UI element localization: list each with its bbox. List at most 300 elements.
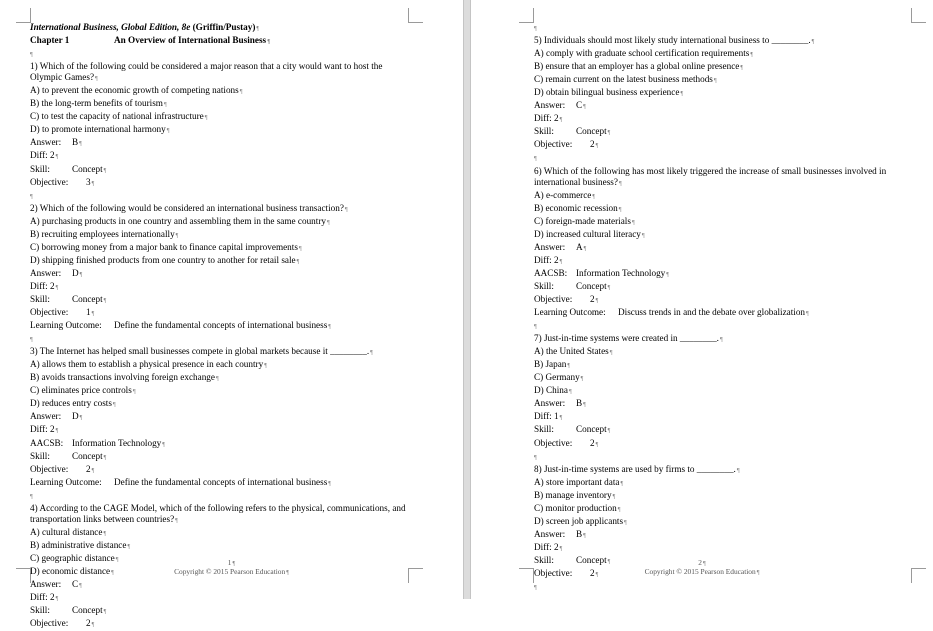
paragraph-mark-icon: ¶	[91, 622, 95, 629]
paragraph-mark-icon: ¶	[55, 596, 59, 603]
paragraph-mark-icon: ¶	[204, 115, 208, 122]
meta-label: Skill:	[534, 554, 554, 565]
meta-label: Skill:	[534, 126, 554, 137]
answer-option	[534, 74, 919, 87]
meta-value: B	[576, 398, 583, 409]
question-meta-row	[534, 113, 919, 126]
answer-option-text: A) e-commerce	[534, 189, 592, 200]
blank-paragraph	[534, 451, 919, 464]
paragraph-mark-icon: ¶	[750, 52, 754, 59]
meta-label: Answer:	[30, 579, 62, 590]
meta-label: Diff: 2	[30, 424, 55, 435]
paragraph-mark-icon: ¶	[79, 141, 82, 148]
paragraph-mark-icon: ¶	[756, 570, 760, 576]
meta-value: 1	[86, 307, 91, 318]
question-meta-row	[30, 320, 415, 333]
meta-label: Objective:	[534, 437, 573, 448]
copyright-text: Copyright © 2015 Pearson Education	[174, 567, 286, 576]
paragraph-mark-icon: ¶	[534, 585, 537, 592]
meta-value: Concept	[576, 554, 607, 565]
paragraph-mark-icon: ¶	[595, 297, 599, 304]
paragraph-mark-icon: ¶	[713, 78, 717, 85]
page-footer	[471, 567, 933, 576]
paragraph-mark-icon: ¶	[344, 206, 348, 213]
answer-option	[534, 516, 919, 529]
paragraph-mark-icon: ¶	[559, 415, 563, 422]
meta-value: Discuss trends in and the debate over globalization	[618, 307, 806, 318]
paragraph-mark-icon: ¶	[583, 402, 586, 409]
question-meta-row	[534, 411, 919, 424]
answer-option	[30, 111, 415, 124]
question-meta-row	[30, 464, 415, 477]
paragraph-mark-icon: ¶	[30, 337, 33, 344]
question-text: 8) Just-in-time systems are used by firms to ________.	[534, 463, 736, 474]
paragraph-mark-icon: ¶	[30, 493, 33, 500]
question-meta-row	[30, 294, 415, 307]
paragraph-mark-icon: ¶	[239, 89, 243, 96]
page-number	[0, 558, 463, 567]
meta-value: D	[72, 267, 79, 278]
book-title: International Business, Global Edition, 8e	[30, 22, 191, 32]
paragraph-mark-icon: ¶	[618, 206, 622, 213]
answer-option	[30, 359, 415, 372]
paragraph-mark-icon: ¶	[583, 532, 586, 539]
meta-value: A	[576, 241, 583, 252]
paragraph-mark-icon: ¶	[91, 180, 95, 187]
question-meta-row	[534, 139, 919, 152]
answer-option	[30, 398, 415, 411]
chapter-label: Chapter 1	[30, 35, 70, 46]
paragraph-mark-icon: ¶	[624, 519, 627, 526]
blank-paragraph	[534, 581, 919, 594]
meta-label: Skill:	[30, 293, 50, 304]
paragraph-mark-icon: ¶	[55, 154, 59, 161]
paragraph-mark-icon: ¶	[256, 26, 260, 32]
answer-option	[534, 359, 919, 372]
meta-label: Objective:	[534, 293, 573, 304]
question-meta-row	[30, 579, 415, 592]
answer-option-text: C) geographic distance	[30, 552, 115, 563]
paragraph-mark-icon: ¶	[607, 428, 611, 435]
chapter-title: An Overview of International Business	[114, 35, 267, 46]
meta-value: D	[72, 411, 79, 422]
paragraph-mark-icon: ¶	[30, 193, 33, 200]
question-meta-row	[534, 307, 919, 320]
answer-option	[30, 124, 415, 137]
answer-option	[30, 98, 415, 111]
meta-label: Objective:	[30, 307, 69, 318]
answer-option	[30, 242, 415, 255]
meta-value: Concept	[72, 450, 103, 461]
answer-option-text: A) store important data	[534, 476, 620, 487]
paragraph-mark-icon: ¶	[370, 350, 373, 357]
meta-value: 2	[86, 463, 91, 474]
book-authors: (Griffin/Pustay)	[190, 22, 256, 32]
question-meta-row	[30, 411, 415, 424]
blank-paragraph	[30, 490, 415, 503]
question-meta-row	[534, 438, 919, 451]
paragraph-mark-icon: ¶	[607, 130, 611, 137]
blank-paragraph	[534, 22, 919, 35]
question-list	[30, 48, 415, 631]
paragraph-mark-icon: ¶	[103, 454, 107, 461]
meta-label: Learning Outcome:	[30, 476, 102, 487]
answer-option-text: B) ensure that an employer has a global online presence	[534, 61, 740, 72]
paragraph-mark-icon: ¶	[103, 609, 107, 616]
answer-option	[534, 48, 919, 61]
question-meta-row	[30, 477, 415, 490]
answer-option	[534, 385, 919, 398]
question-meta-row	[534, 542, 919, 555]
question-text: 3) The Internet has helped small businesses compete in global markets because it ________.	[30, 346, 370, 357]
page-body	[30, 22, 415, 631]
answer-option	[30, 385, 415, 398]
answer-option	[534, 216, 919, 229]
answer-option-text: D) to promote international harmony	[30, 124, 166, 135]
meta-value: Define the fundamental concepts of international business	[114, 320, 328, 331]
meta-label: Diff: 2	[30, 592, 55, 603]
meta-label: Objective:	[30, 618, 69, 629]
paragraph-mark-icon: ¶	[595, 571, 599, 578]
paragraph-mark-icon: ¶	[103, 530, 107, 537]
question-meta-row	[534, 255, 919, 268]
question-stem	[534, 333, 919, 346]
paragraph-mark-icon: ¶	[326, 219, 330, 226]
answer-option	[534, 346, 919, 359]
document-page-2	[471, 0, 933, 599]
question-stem	[534, 166, 919, 190]
meta-label: Learning Outcome:	[534, 307, 606, 318]
meta-value: Information Technology	[72, 437, 162, 448]
meta-label: Diff: 2	[534, 254, 559, 265]
question-text: 1) Which of the following could be considered a major reason that a city would want to host the Olympic Games?	[30, 61, 383, 83]
meta-value: 2	[590, 437, 595, 448]
answer-option	[30, 372, 415, 385]
question-meta-row	[534, 281, 919, 294]
question-stem	[534, 464, 919, 477]
meta-value: Define the fundamental concepts of international business	[114, 476, 328, 487]
copyright-text: Copyright © 2015 Pearson Education	[644, 567, 756, 576]
question-meta-row	[30, 438, 415, 451]
question-text: 2) Which of the following would be considered an international business transaction?	[30, 202, 344, 213]
paragraph-mark-icon: ¶	[79, 583, 82, 590]
paragraph-mark-icon: ¶	[215, 376, 219, 383]
answer-option-text: D) economic distance	[30, 565, 111, 576]
answer-option-text: C) remain current on the latest business methods	[534, 74, 713, 85]
answer-option	[534, 372, 919, 385]
question-meta-row	[534, 268, 919, 281]
paragraph-mark-icon: ¶	[595, 441, 599, 448]
meta-label: Answer:	[30, 267, 62, 278]
meta-label: Diff: 2	[30, 280, 55, 291]
paragraph-mark-icon: ¶	[328, 480, 332, 487]
paragraph-mark-icon: ¶	[296, 258, 300, 265]
paragraph-mark-icon: ¶	[719, 337, 723, 344]
paragraph-mark-icon: ¶	[91, 311, 95, 318]
meta-label: Diff: 2	[534, 541, 559, 552]
question-meta-row	[30, 137, 415, 150]
answer-option-text: B) manage inventory	[534, 489, 612, 500]
answer-option-text: D) screen job applicants	[534, 515, 624, 526]
answer-option	[30, 229, 415, 242]
answer-option-text: B) recruiting employees internationally	[30, 228, 175, 239]
paragraph-mark-icon: ¶	[806, 311, 809, 318]
blank-paragraph	[30, 333, 415, 346]
question-meta-row	[30, 177, 415, 190]
answer-option-text: D) increased cultural literacy	[534, 228, 641, 239]
meta-value: C	[72, 579, 79, 590]
meta-value: Concept	[72, 163, 103, 174]
paragraph-mark-icon: ¶	[175, 232, 179, 239]
question-meta-row	[30, 618, 415, 631]
corner-crop-mark	[911, 8, 926, 23]
meta-label: Diff: 2	[30, 150, 55, 161]
question-list	[534, 22, 919, 594]
answer-option-text: C) to test the capacity of national infrastructure	[30, 111, 204, 122]
paragraph-mark-icon: ¶	[609, 350, 613, 357]
paragraph-mark-icon: ¶	[166, 128, 170, 135]
question-stem	[534, 35, 919, 48]
question-meta-row	[534, 529, 919, 542]
paragraph-mark-icon: ¶	[680, 91, 684, 98]
meta-value: Concept	[576, 424, 607, 435]
meta-value: Concept	[72, 605, 103, 616]
answer-option-text: B) administrative distance	[30, 539, 127, 550]
answer-option-text: C) monitor production	[534, 502, 617, 513]
question-stem	[30, 503, 415, 527]
meta-label: Learning Outcome:	[30, 320, 102, 331]
meta-value: Concept	[576, 280, 607, 291]
paragraph-mark-icon: ¶	[736, 467, 740, 474]
meta-label: Answer:	[30, 411, 62, 422]
answer-option	[534, 477, 919, 490]
paragraph-mark-icon: ¶	[568, 389, 572, 396]
meta-label: Answer:	[30, 137, 62, 148]
answer-option-text: B) avoids transactions involving foreign exchange	[30, 372, 215, 383]
paragraph-mark-icon: ¶	[592, 193, 596, 200]
paragraph-mark-icon: ¶	[702, 561, 706, 567]
question-meta-row	[30, 424, 415, 437]
paragraph-mark-icon: ¶	[666, 271, 669, 278]
paragraph-mark-icon: ¶	[264, 363, 267, 370]
question-meta-row	[30, 307, 415, 320]
answer-option	[534, 87, 919, 100]
paragraph-mark-icon: ¶	[811, 39, 815, 46]
meta-label: Objective:	[534, 567, 573, 578]
answer-option	[30, 540, 415, 553]
book-title-line	[30, 22, 415, 35]
paragraph-mark-icon: ¶	[641, 232, 645, 239]
answer-option-text: C) Germany	[534, 372, 580, 383]
paragraph-mark-icon: ¶	[103, 297, 107, 304]
paragraph-mark-icon: ¶	[534, 324, 537, 331]
paragraph-mark-icon: ¶	[559, 117, 563, 124]
page-number-text: 1	[227, 558, 232, 567]
blank-paragraph	[30, 48, 415, 61]
paragraph-mark-icon: ¶	[163, 102, 167, 109]
paragraph-mark-icon: ¶	[534, 454, 537, 461]
answer-option	[30, 255, 415, 268]
page-footer	[0, 567, 463, 576]
question-text: 5) Individuals should most likely study international business to ________.	[534, 35, 811, 46]
answer-option-text: D) reduces entry costs	[30, 398, 112, 409]
question-meta-row	[534, 424, 919, 437]
paragraph-mark-icon: ¶	[55, 428, 59, 435]
meta-value: 2	[590, 567, 595, 578]
answer-option	[534, 229, 919, 242]
answer-option-text: A) cultural distance	[30, 526, 103, 537]
document-page-1	[0, 0, 463, 629]
meta-label: Skill:	[30, 605, 50, 616]
question-meta-row	[30, 605, 415, 618]
paragraph-mark-icon: ¶	[534, 26, 537, 32]
question-text: 7) Just-in-time systems were created in ________.	[534, 333, 719, 344]
question-meta-row	[534, 294, 919, 307]
answer-option	[30, 216, 415, 229]
answer-option-text: C) borrowing money from a major bank to finance capital improvements	[30, 241, 298, 252]
meta-value: B	[576, 528, 583, 539]
paragraph-mark-icon: ¶	[740, 65, 744, 72]
paragraph-mark-icon: ¶	[607, 284, 611, 291]
question-meta-row	[534, 398, 919, 411]
meta-value: Concept	[576, 126, 607, 137]
meta-label: Objective:	[30, 463, 69, 474]
page-number-text: 2	[698, 558, 702, 567]
meta-label: AACSB:	[534, 267, 568, 278]
paragraph-mark-icon: ¶	[232, 561, 236, 567]
answer-option-text: D) China	[534, 385, 568, 396]
page-gap	[463, 0, 471, 599]
answer-option-text: C) eliminates price controls	[30, 385, 132, 396]
paragraph-mark-icon: ¶	[286, 570, 289, 576]
paragraph-mark-icon: ¶	[175, 517, 178, 524]
answer-option-text: A) comply with graduate school certification requirements	[534, 48, 750, 59]
answer-option-text: B) the long-term benefits of tourism	[30, 98, 163, 109]
paragraph-mark-icon: ¶	[617, 506, 621, 513]
paragraph-mark-icon: ¶	[618, 180, 622, 187]
meta-label: Skill:	[30, 450, 50, 461]
answer-option	[534, 490, 919, 503]
paragraph-mark-icon: ¶	[103, 167, 107, 174]
question-meta-row	[30, 451, 415, 464]
question-text: 6) Which of the following has most likely triggered the increase of small businesses involved in international business?	[534, 165, 887, 187]
meta-label: Skill:	[30, 163, 50, 174]
meta-value: 2	[86, 618, 91, 629]
answer-option-text: A) allows them to establish a physical presence in each country	[30, 359, 264, 370]
chapter-heading	[30, 35, 415, 48]
paragraph-mark-icon: ¶	[631, 219, 635, 226]
question-stem	[30, 203, 415, 216]
answer-option	[534, 190, 919, 203]
paragraph-mark-icon: ¶	[111, 569, 114, 576]
meta-label: Answer:	[534, 241, 566, 252]
answer-option-text: C) foreign-made materials	[534, 215, 631, 226]
question-meta-row	[30, 150, 415, 163]
paragraph-mark-icon: ¶	[132, 389, 136, 396]
paragraph-mark-icon: ¶	[95, 76, 98, 83]
meta-value: C	[576, 100, 583, 111]
answer-option-text: B) Japan	[534, 359, 567, 370]
paragraph-mark-icon: ¶	[607, 558, 611, 565]
paragraph-mark-icon: ¶	[79, 415, 83, 422]
question-meta-row	[534, 100, 919, 113]
paragraph-mark-icon: ¶	[55, 284, 59, 291]
paragraph-mark-icon: ¶	[559, 258, 563, 265]
meta-label: Answer:	[534, 528, 566, 539]
paragraph-mark-icon: ¶	[91, 467, 95, 474]
answer-option-text: B) economic recession	[534, 202, 618, 213]
paragraph-mark-icon: ¶	[127, 543, 131, 550]
answer-option	[534, 61, 919, 74]
meta-label: Skill:	[534, 424, 554, 435]
meta-value: 2	[590, 293, 595, 304]
meta-label: Diff: 2	[534, 113, 559, 124]
answer-option	[534, 203, 919, 216]
question-meta-row	[30, 268, 415, 281]
corner-crop-mark	[519, 8, 534, 23]
blank-paragraph	[534, 320, 919, 333]
paragraph-mark-icon: ¶	[328, 324, 332, 331]
question-stem	[30, 346, 415, 359]
meta-value: Information Technology	[576, 267, 666, 278]
answer-option-text: D) shipping finished products from one country to another for retail sale	[30, 254, 296, 265]
meta-label: Objective:	[30, 176, 69, 187]
meta-value: B	[72, 137, 79, 148]
blank-paragraph	[534, 152, 919, 165]
question-text: 4) According to the CAGE Model, which of the following refers to the physical, communications, and transportation links between countries?	[30, 502, 406, 524]
blank-paragraph	[30, 190, 415, 203]
paragraph-mark-icon: ¶	[580, 376, 584, 383]
meta-label: AACSB:	[30, 437, 64, 448]
question-meta-row	[30, 164, 415, 177]
answer-option	[30, 527, 415, 540]
paragraph-mark-icon: ¶	[559, 545, 563, 552]
answer-option	[30, 85, 415, 98]
page-number	[471, 558, 933, 567]
corner-crop-mark	[16, 8, 31, 23]
question-meta-row	[30, 281, 415, 294]
meta-label: Answer:	[534, 100, 566, 111]
answer-option	[534, 503, 919, 516]
paragraph-mark-icon: ¶	[112, 402, 116, 409]
paragraph-mark-icon: ¶	[583, 245, 587, 252]
question-meta-row	[534, 242, 919, 255]
page-body	[534, 22, 919, 594]
paragraph-mark-icon: ¶	[567, 363, 571, 370]
question-meta-row	[534, 126, 919, 139]
answer-option-text: A) to prevent the economic growth of competing nations	[30, 85, 239, 96]
paragraph-mark-icon: ¶	[115, 556, 119, 563]
paragraph-mark-icon: ¶	[298, 245, 302, 252]
paragraph-mark-icon: ¶	[595, 143, 599, 150]
meta-label: Diff: 1	[534, 411, 559, 422]
paragraph-mark-icon: ¶	[267, 39, 271, 46]
meta-label: Objective:	[534, 139, 573, 150]
paragraph-mark-icon: ¶	[162, 441, 165, 448]
meta-label: Skill:	[534, 280, 554, 291]
answer-option-text: D) obtain bilingual business experience	[534, 87, 680, 98]
paragraph-mark-icon: ¶	[620, 480, 624, 487]
paragraph-mark-icon: ¶	[612, 493, 616, 500]
answer-option-text: A) the United States	[534, 346, 609, 357]
paragraph-mark-icon: ¶	[534, 156, 537, 163]
meta-label: Answer:	[534, 398, 566, 409]
answer-option-text: A) purchasing products in one country and assembling them in the same country	[30, 215, 326, 226]
meta-value: Concept	[72, 293, 103, 304]
meta-value: 2	[590, 139, 595, 150]
corner-crop-mark	[408, 8, 423, 23]
paragraph-mark-icon: ¶	[583, 104, 586, 111]
